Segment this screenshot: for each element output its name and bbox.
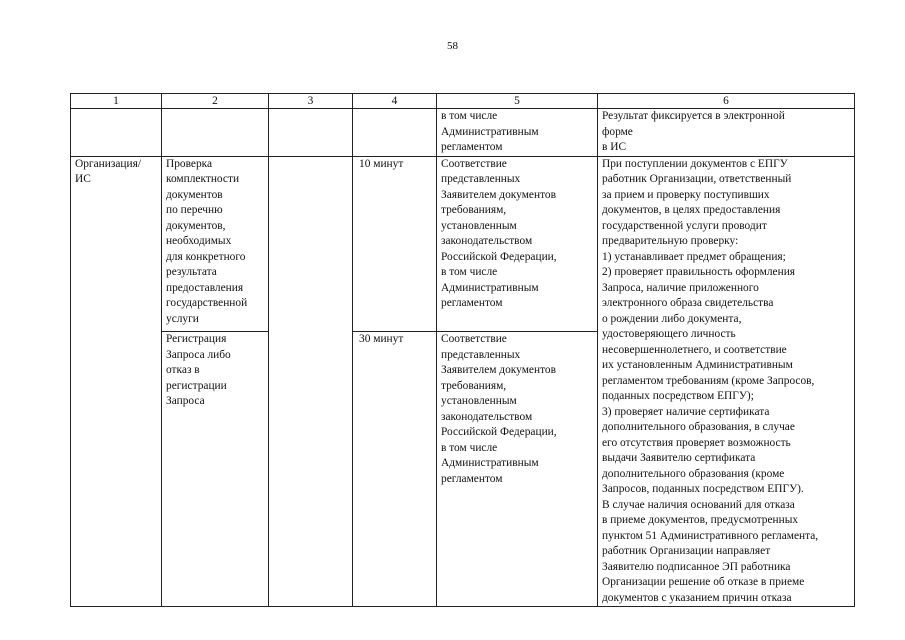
table-row-continuation	[71, 109, 855, 157]
cell-empty	[162, 109, 269, 157]
procedure-check-cell: Проверка комплектности документов по перечню документов, необходимых для конкретного результата предоставления государственной услуги	[162, 156, 269, 332]
header-cell-5: 5	[437, 94, 598, 109]
result-cell: При поступлении документов с ЕПГУ работник Организации, ответственный за прием и проверку поступивших документов, в целях предоставления государственной услуги проводит предварительную проверку: 1) устанавливает предмет обращения; 2) проверяет правильность оформления Запроса, наличие приложенного электронного образа свидетельства о рождении либо документа, удостоверяющего личность несовершеннолетнего, и соответствие их установленным Административным регламентом требованиям (кроме Запросов, поданных посредством ЕПГУ); 3) проверяет наличие сертификата дополнительного образования, в случае его отсутствия проверяет возможность выдачи Заявителю сертификата дополнительного образования (кроме Запросов, поданных посредством ЕПГУ). В случае наличия оснований для отказа в приеме документов, предусмотренных пунктом 51 Административного регламента, работник Организации направляет Заявителю подписанное ЭП работника Организации решение об отказе в приеме документов с указанием причин отказа	[598, 156, 855, 607]
table-header-row	[71, 94, 855, 109]
header-cell-1: 1	[71, 94, 162, 109]
header-cell-3: 3	[269, 94, 353, 109]
procedure-register-cell: Регистрация Запроса либо отказ в регистрации Запроса	[162, 332, 269, 607]
result-continuation-cell: Результат фиксируется в электронной форме в ИС	[598, 109, 855, 157]
table-row-check	[71, 156, 855, 332]
responsible-cell: Организация/ ИС	[71, 156, 162, 607]
header-cell-4: 4	[353, 94, 437, 109]
criteria-check-cell: Соответствие представленных Заявителем документов требованиям, установленным законодательством Российской Федерации, в том числе Административным регламентом	[437, 156, 598, 332]
criteria-register-cell: Соответствие представленных Заявителем документов требованиям, установленным законодательством Российской Федерации, в том числе Административным регламентом	[437, 332, 598, 607]
cell-empty	[269, 156, 353, 607]
duration-check-cell: 10 минут	[353, 156, 437, 332]
header-cell-2: 2	[162, 94, 269, 109]
regulation-table	[70, 93, 855, 607]
criteria-continuation-cell: в том числе Административным регламентом	[437, 109, 598, 157]
cell-empty	[353, 109, 437, 157]
duration-register-cell: 30 минут	[353, 332, 437, 607]
page-number: 58	[447, 40, 458, 52]
header-cell-6: 6	[598, 94, 855, 109]
cell-empty	[269, 109, 353, 157]
cell-empty	[71, 109, 162, 157]
